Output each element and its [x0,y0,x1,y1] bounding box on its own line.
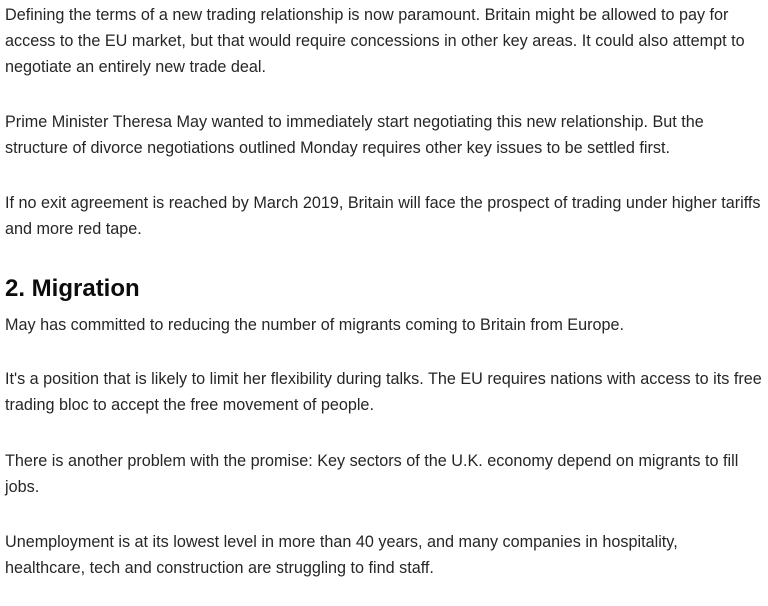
paragraph-trade-terms: Defining the terms of a new trading relationship is now paramount. Britain might be allowed to pay for access to the EU market, but that would require concessions in other key areas. It could also attempt to negotiate an entirely new trade deal. [5,6,745,76]
section-heading-migration: 2. Migration [5,275,140,302]
paragraph-unemployment: Unemployment is at its lowest level in more than 40 years, and many companies in hospitality, healthcare, tech and construction are struggling to find staff. [5,533,678,577]
paragraph-migration-commitment: May has committed to reducing the number of migrants coming to Britain from Europe. [5,316,624,334]
paragraph-no-exit-agreement: If no exit agreement is reached by March 2019, Britain will face the prospect of trading under higher tariffs and more red tape. [5,194,761,238]
paragraph-negotiation-structure: Prime Minister Theresa May wanted to immediately start negotiating this new relationship. But the structure of divorce negotiations outlined Monday requires other key issues to be settled first. [5,113,704,157]
paragraph-flexibility: It's a position that is likely to limit her flexibility during talks. The EU requires nations with access to its free trading bloc to accept the free movement of people. [5,370,762,414]
paragraph-key-sectors: There is another problem with the promise: Key sectors of the U.K. economy depend on migrants to fill jobs. [5,452,739,496]
